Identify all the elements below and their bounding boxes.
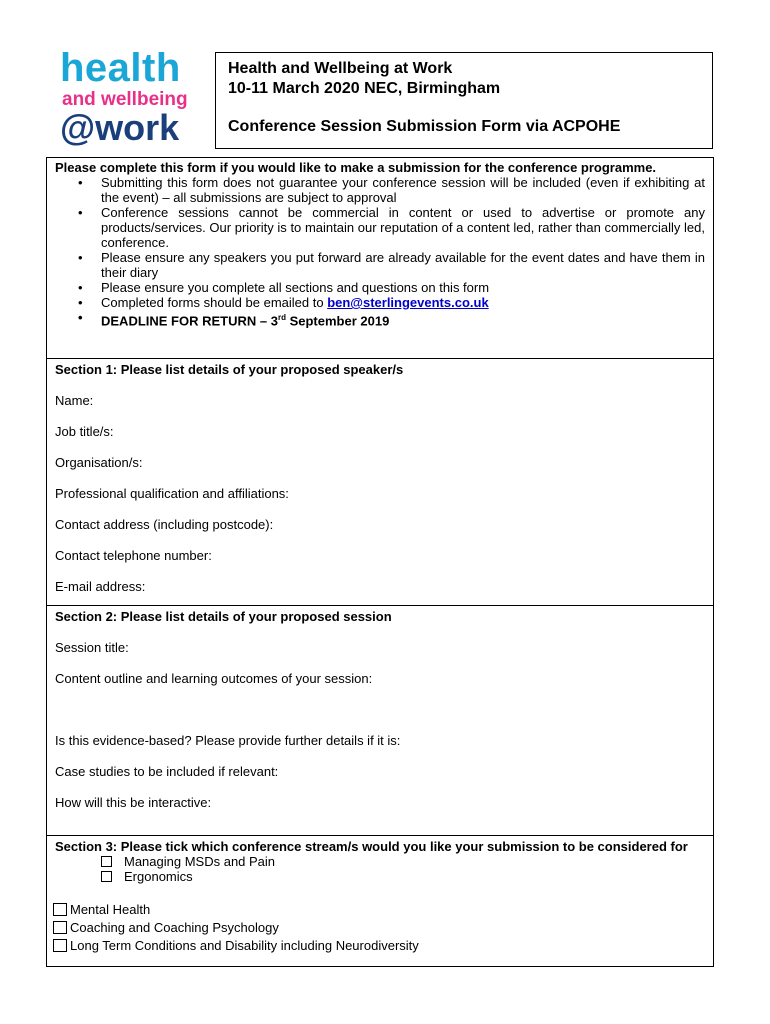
intro-heading: Please complete this form if you would like to make a submission for the conference programme. <box>55 160 657 175</box>
logo-line-health: health <box>60 46 181 90</box>
bullet-text: Conference sessions cannot be commercial in content or used to advertise or promote any products/services. Our priority is to maintain our reputation of a content led, rather than commercially led, conference. <box>101 205 705 250</box>
deadline-suffix: September 2019 <box>289 313 390 329</box>
checkbox[interactable] <box>53 939 67 952</box>
event-logo <box>60 46 210 148</box>
intro-bullet-list <box>55 175 705 328</box>
deadline-ordinal: rd <box>277 313 286 322</box>
stream-label: Long Term Conditions and Disability including Neurodiversity <box>70 938 419 953</box>
interactive-field[interactable]: How will this be interactive: <box>55 795 212 810</box>
intro-section <box>47 158 713 359</box>
list-item: • Please ensure you complete all sections and questions on this form <box>78 280 490 295</box>
organisation-field[interactable]: Organisation/s: <box>55 455 143 470</box>
bullet-text: Submitting this form does not guarantee your conference session will be included (even if exhibiting at the event) – all submissions are subject to approval <box>101 175 705 205</box>
checkbox[interactable] <box>53 903 67 916</box>
section-streams <box>47 836 713 966</box>
stream-label: Coaching and Coaching Psychology <box>70 920 279 935</box>
logo-line-work: @work <box>60 107 180 148</box>
session-title-field[interactable]: Session title: <box>55 640 129 655</box>
section3-title: Section 3: Please tick which conference stream/s would you like your submission to be considered for <box>55 839 688 854</box>
telephone-field[interactable]: Contact telephone number: <box>55 548 212 563</box>
qualifications-field[interactable]: Professional qualification and affiliations: <box>55 486 289 501</box>
case-studies-field[interactable]: Case studies to be included if relevant: <box>55 764 279 779</box>
section2-title: Section 2: Please list details of your proposed session <box>55 609 392 624</box>
stream-option[interactable] <box>53 937 705 955</box>
form-title: Conference Session Submission Form via ACPOHE <box>228 118 621 135</box>
logo-line-wellbeing: and wellbeing <box>62 89 188 110</box>
list-item: • Please ensure any speakers you put forward are already available for the event dates and have them in their diary <box>78 250 705 280</box>
list-item: • Conference sessions cannot be commercial in content or used to advertise or promote any products/services. Our priority is to maintain our reputation of a content led, rather than commercially led, conference. <box>78 205 705 250</box>
list-item: • Completed forms should be emailed to ben@sterlingevents.co.uk <box>78 295 489 310</box>
stream-label: Ergonomics <box>124 869 193 884</box>
stream-option[interactable] <box>53 919 705 937</box>
stream-option[interactable] <box>55 869 705 884</box>
evidence-field[interactable]: Is this evidence-based? Please provide further details if it is: <box>55 733 401 748</box>
content-outline-field[interactable]: Content outline and learning outcomes of your session: <box>55 671 373 686</box>
section-speakers <box>47 359 713 606</box>
header-box <box>215 52 713 149</box>
email-field[interactable]: E-mail address: <box>55 579 146 594</box>
bullet-text: Please ensure any speakers you put forward are already available for the event dates and have them in their diary <box>101 250 705 280</box>
stream-label: Mental Health <box>70 902 151 917</box>
stream-option[interactable] <box>53 901 705 919</box>
section1-title: Section 1: Please list details of your proposed speaker/s <box>55 362 404 377</box>
event-title: Health and Wellbeing at Work <box>228 60 453 77</box>
checkbox[interactable] <box>101 871 112 882</box>
event-date-venue: 10-11 March 2020 NEC, Birmingham <box>228 80 501 97</box>
deadline-item: • DEADLINE FOR RETURN – 3rd September 2019 <box>78 310 390 329</box>
stream-label: Managing MSDs and Pain <box>124 854 276 869</box>
bullet-text: Please ensure you complete all sections and questions on this form <box>101 280 490 295</box>
deadline-prefix: DEADLINE FOR RETURN – 3 <box>101 313 278 329</box>
checkbox[interactable] <box>101 856 112 867</box>
contact-address-field[interactable]: Contact address (including postcode): <box>55 517 274 532</box>
job-title-field[interactable]: Job title/s: <box>55 424 114 439</box>
stream-option[interactable] <box>55 854 705 869</box>
name-field[interactable]: Name: <box>55 393 94 408</box>
email-link[interactable]: ben@sterlingevents.co.uk <box>327 295 489 310</box>
list-item: • Submitting this form does not guarantee your conference session will be included (even if exhibiting at the event) – all submissions are subject to approval <box>78 175 705 205</box>
section-session <box>47 606 713 836</box>
email-instruction: Completed forms should be emailed to <box>101 295 324 310</box>
checkbox[interactable] <box>53 921 67 934</box>
submission-form <box>46 157 714 967</box>
